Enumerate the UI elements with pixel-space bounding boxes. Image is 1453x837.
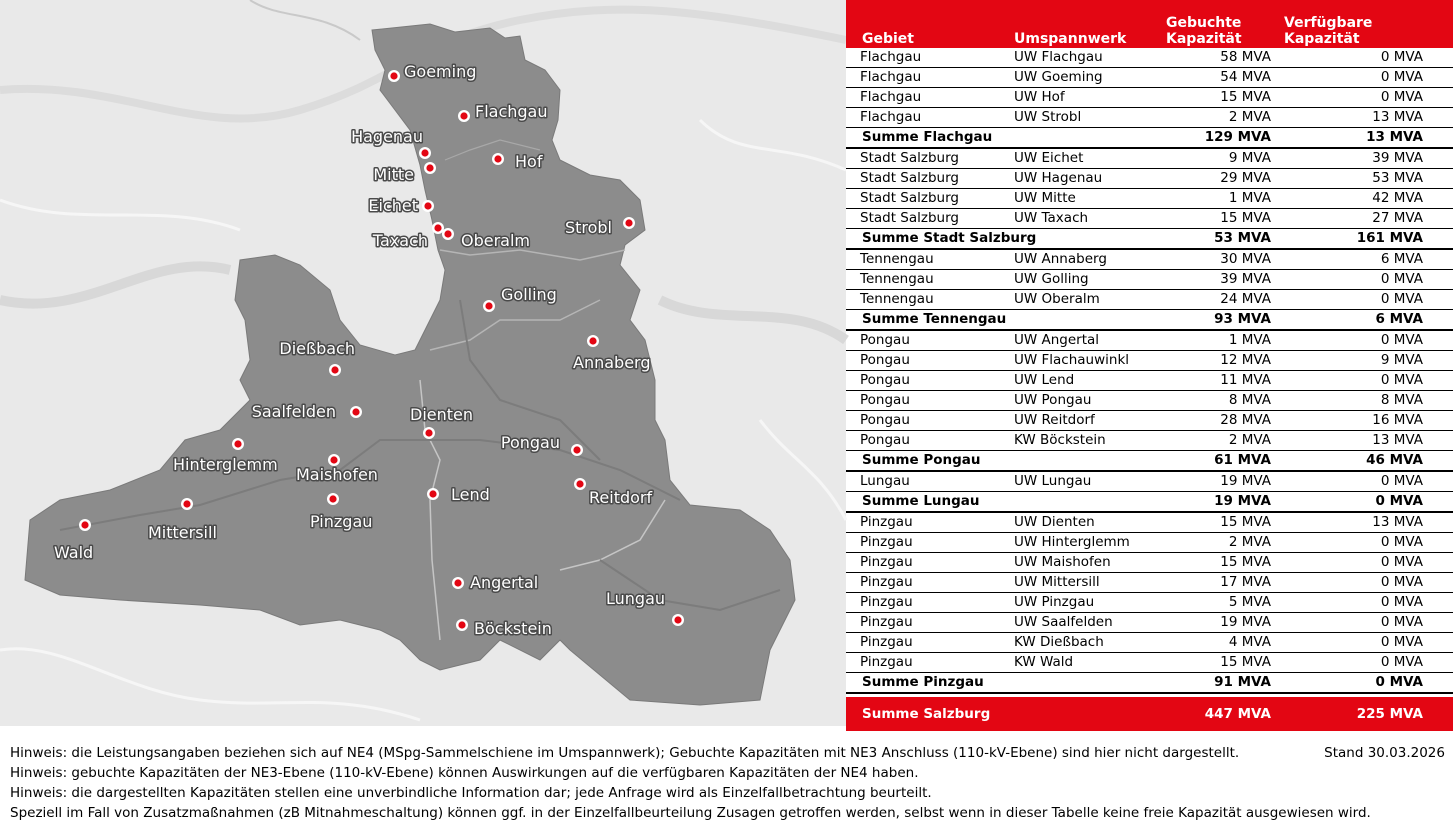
cell-umspannwerk: UW Pinzgau	[1000, 593, 1156, 613]
cell-verfuegbare-kapazitaet: 42 MVA	[1276, 189, 1453, 209]
table-row	[846, 613, 1453, 633]
table-row	[846, 88, 1453, 108]
cell-gebuchte-kapazitaet: 39 MVA	[1156, 270, 1276, 290]
marker-label: Hagenau	[351, 127, 423, 146]
cell-gebuchte-kapazitaet: 2 MVA	[1156, 431, 1276, 451]
capacity-table-panel	[846, 0, 1453, 726]
marker-label: Mittersill	[148, 523, 217, 542]
note-line: Hinweis: die Leistungsangaben beziehen sich auf NE4 (MSpg-Sammelschiene im Umspannwerk); Gebuchte Kapazitäten mit NE3 Anschluss (110-kV-Ebene) sind hier nicht dargestellt.	[10, 745, 1240, 761]
cell-gebiet: Pinzgau	[846, 653, 1000, 673]
table-row	[846, 391, 1453, 411]
marker-dot	[458, 621, 465, 628]
marker-label: Lungau	[606, 589, 666, 608]
cell-gebiet: Pongau	[846, 371, 1000, 391]
cell-umspannwerk: UW Hagenau	[1000, 169, 1156, 189]
marker-dot	[429, 490, 436, 497]
cell-gebiet: Flachgau	[846, 48, 1000, 68]
header-verfuegbare-line1: Verfügbare	[1284, 15, 1373, 31]
marker-label: Dienten	[410, 405, 474, 424]
cell-verfuegbare-kapazitaet: 0 MVA	[1276, 633, 1453, 653]
cell-gebiet: Summe Stadt Salzburg	[846, 229, 1000, 250]
cell-umspannwerk	[1000, 451, 1156, 472]
marker-dot	[425, 429, 432, 436]
cell-gebiet: Pinzgau	[846, 573, 1000, 593]
marker-dot	[460, 112, 467, 119]
cell-gebuchte-kapazitaet: 15 MVA	[1156, 653, 1276, 673]
cell-gebuchte-kapazitaet: 2 MVA	[1156, 108, 1276, 128]
cell-gebiet: Pongau	[846, 391, 1000, 411]
marker-label: Strobl	[564, 218, 612, 237]
cell-verfuegbare-kapazitaet: 0 MVA	[1276, 533, 1453, 553]
cell-umspannwerk: KW Wald	[1000, 653, 1156, 673]
cell-verfuegbare-kapazitaet: 0 MVA	[1276, 613, 1453, 633]
cell-gebiet: Summe Lungau	[846, 492, 1000, 513]
marker-label: Flachgau	[475, 102, 548, 121]
cell-gebiet: Stadt Salzburg	[846, 189, 1000, 209]
cell-gebuchte-kapazitaet: 24 MVA	[1156, 290, 1276, 310]
cell-gebiet: Pongau	[846, 431, 1000, 451]
marker-label: Eichet	[368, 196, 418, 215]
cell-verfuegbare-kapazitaet: 39 MVA	[1276, 148, 1453, 169]
cell-gebuchte-kapazitaet: 1 MVA	[1156, 189, 1276, 209]
header-verfuegbare-line2: Kapazität	[1284, 31, 1360, 47]
cell-gebuchte-kapazitaet: 15 MVA	[1156, 209, 1276, 229]
table-row	[846, 351, 1453, 371]
cell-verfuegbare-kapazitaet: 0 MVA	[1276, 573, 1453, 593]
cell-umspannwerk: UW Dienten	[1000, 512, 1156, 533]
cell-umspannwerk: UW Hinterglemm	[1000, 533, 1156, 553]
marker-label: Saalfelden	[251, 402, 336, 421]
cell-gebiet: Pongau	[846, 330, 1000, 351]
cell-gebuchte-kapazitaet: 15 MVA	[1156, 553, 1276, 573]
stand-date: Stand 30.03.2026	[1324, 745, 1445, 761]
marker-dot	[625, 219, 632, 226]
cell-umspannwerk: KW Dießbach	[1000, 633, 1156, 653]
cell-gebuchte-kapazitaet: 19 MVA	[1156, 471, 1276, 492]
cell-gebiet: Tennengau	[846, 290, 1000, 310]
marker-label: Goeming	[404, 62, 477, 81]
header-gebuchte-line2: Kapazität	[1166, 31, 1242, 47]
cell-verfuegbare-kapazitaet: 0 MVA	[1276, 593, 1453, 613]
table-row	[846, 633, 1453, 653]
cell-umspannwerk: UW Angertal	[1000, 330, 1156, 351]
marker-dot	[329, 495, 336, 502]
cell-verfuegbare-kapazitaet: 161 MVA	[1276, 229, 1453, 250]
cell-umspannwerk: UW Eichet	[1000, 148, 1156, 169]
cell-umspannwerk	[1000, 492, 1156, 513]
marker-label: Annaberg	[573, 353, 651, 372]
marker-dot	[426, 164, 433, 171]
cell-umspannwerk: UW Mitte	[1000, 189, 1156, 209]
table-sum-row	[846, 229, 1453, 250]
cell-umspannwerk: UW Hof	[1000, 88, 1156, 108]
marker-label: Wald	[54, 543, 94, 562]
cell-verfuegbare-kapazitaet: 0 MVA	[1276, 290, 1453, 310]
table-row	[846, 411, 1453, 431]
marker-dot	[589, 337, 596, 344]
table-row	[846, 533, 1453, 553]
cell-verfuegbare-kapazitaet: 8 MVA	[1276, 391, 1453, 411]
cell-verfuegbare-kapazitaet: 6 MVA	[1276, 249, 1453, 270]
table-sum-row	[846, 492, 1453, 513]
note-line: Speziell im Fall von Zusatzmaßnahmen (zB Mitnahmeschaltung) können ggf. in der Einzelfallbeurteilung Zusagen getroffen werden, selbst wenn in dieser Tabelle keine freie Kapazität ausgewiesen wird.	[10, 805, 1371, 821]
total-verfuegbare: 225 MVA	[1276, 697, 1453, 731]
cell-gebuchte-kapazitaet: 15 MVA	[1156, 512, 1276, 533]
table-sum-row	[846, 310, 1453, 331]
marker-dot	[674, 616, 681, 623]
cell-verfuegbare-kapazitaet: 13 MVA	[1276, 431, 1453, 451]
table-row	[846, 290, 1453, 310]
cell-gebuchte-kapazitaet: 91 MVA	[1156, 673, 1276, 694]
table-row	[846, 471, 1453, 492]
cell-gebuchte-kapazitaet: 93 MVA	[1156, 310, 1276, 331]
cell-verfuegbare-kapazitaet: 0 MVA	[1276, 673, 1453, 694]
cell-umspannwerk: UW Annaberg	[1000, 249, 1156, 270]
cell-gebiet: Summe Pinzgau	[846, 673, 1000, 694]
header-gebuchte-line1: Gebuchte	[1166, 15, 1242, 31]
cell-verfuegbare-kapazitaet: 0 MVA	[1276, 371, 1453, 391]
cell-gebiet: Flachgau	[846, 68, 1000, 88]
marker-label: Golling	[501, 285, 557, 304]
note-line: Hinweis: gebuchte Kapazitäten der NE3-Ebene (110-kV-Ebene) können Auswirkungen auf die verfügbaren Kapazitäten der NE4 haben.	[10, 765, 919, 781]
marker-dot	[390, 72, 397, 79]
cell-gebuchte-kapazitaet: 17 MVA	[1156, 573, 1276, 593]
cell-gebiet: Stadt Salzburg	[846, 209, 1000, 229]
marker-label: Pongau	[500, 433, 560, 452]
cell-gebuchte-kapazitaet: 53 MVA	[1156, 229, 1276, 250]
table-header-row	[846, 0, 1453, 48]
cell-verfuegbare-kapazitaet: 0 MVA	[1276, 492, 1453, 513]
cell-umspannwerk: UW Strobl	[1000, 108, 1156, 128]
marker-label: Taxach	[372, 231, 428, 250]
cell-gebuchte-kapazitaet: 129 MVA	[1156, 128, 1276, 149]
cell-umspannwerk: UW Lungau	[1000, 471, 1156, 492]
header-gebiet: Gebiet	[846, 0, 1000, 48]
table-row	[846, 593, 1453, 613]
cell-gebuchte-kapazitaet: 2 MVA	[1156, 533, 1276, 553]
marker-dot	[421, 149, 428, 156]
cell-gebuchte-kapazitaet: 30 MVA	[1156, 249, 1276, 270]
cell-verfuegbare-kapazitaet: 0 MVA	[1276, 48, 1453, 68]
cell-gebuchte-kapazitaet: 4 MVA	[1156, 633, 1276, 653]
cell-verfuegbare-kapazitaet: 0 MVA	[1276, 68, 1453, 88]
table-row	[846, 68, 1453, 88]
header-umspannwerk: Umspannwerk	[1000, 0, 1156, 48]
cell-gebiet: Pinzgau	[846, 613, 1000, 633]
cell-gebiet: Pinzgau	[846, 593, 1000, 613]
cell-umspannwerk	[1000, 310, 1156, 331]
cell-gebiet: Summe Pongau	[846, 451, 1000, 472]
cell-gebiet: Flachgau	[846, 88, 1000, 108]
cell-gebiet: Tennengau	[846, 249, 1000, 270]
cell-gebiet: Pinzgau	[846, 553, 1000, 573]
cell-gebiet: Stadt Salzburg	[846, 169, 1000, 189]
cell-verfuegbare-kapazitaet: 27 MVA	[1276, 209, 1453, 229]
table-body	[846, 48, 1453, 731]
cell-umspannwerk: UW Oberalm	[1000, 290, 1156, 310]
cell-umspannwerk: UW Reitdorf	[1000, 411, 1156, 431]
table-sum-row	[846, 673, 1453, 694]
marker-label: Böckstein	[474, 619, 552, 638]
cell-umspannwerk: UW Goeming	[1000, 68, 1156, 88]
cell-umspannwerk: UW Saalfelden	[1000, 613, 1156, 633]
table-row	[846, 148, 1453, 169]
cell-gebuchte-kapazitaet: 54 MVA	[1156, 68, 1276, 88]
cell-gebuchte-kapazitaet: 12 MVA	[1156, 351, 1276, 371]
marker-label: Angertal	[470, 573, 539, 592]
cell-verfuegbare-kapazitaet: 9 MVA	[1276, 351, 1453, 371]
cell-verfuegbare-kapazitaet: 13 MVA	[1276, 512, 1453, 533]
marker-label: Dießbach	[279, 339, 355, 358]
cell-gebuchte-kapazitaet: 29 MVA	[1156, 169, 1276, 189]
marker-dot	[183, 500, 190, 507]
cell-umspannwerk: UW Maishofen	[1000, 553, 1156, 573]
marker-dot	[330, 456, 337, 463]
cell-gebiet: Pinzgau	[846, 533, 1000, 553]
cell-umspannwerk: UW Mittersill	[1000, 573, 1156, 593]
cell-gebuchte-kapazitaet: 5 MVA	[1156, 593, 1276, 613]
marker-label: Reitdorf	[589, 488, 653, 507]
cell-umspannwerk: UW Flachauwinkl	[1000, 351, 1156, 371]
cell-verfuegbare-kapazitaet: 13 MVA	[1276, 128, 1453, 149]
cell-verfuegbare-kapazitaet: 0 MVA	[1276, 88, 1453, 108]
cell-gebiet: Summe Flachgau	[846, 128, 1000, 149]
cell-gebuchte-kapazitaet: 11 MVA	[1156, 371, 1276, 391]
marker-label: Maishofen	[296, 465, 378, 484]
marker-dot	[234, 440, 241, 447]
capacity-table	[846, 0, 1453, 731]
cell-verfuegbare-kapazitaet: 0 MVA	[1276, 270, 1453, 290]
cell-gebiet: Pinzgau	[846, 512, 1000, 533]
table-sum-row	[846, 128, 1453, 149]
cell-verfuegbare-kapazitaet: 0 MVA	[1276, 553, 1453, 573]
marker-dot	[352, 408, 359, 415]
total-gebuchte: 447 MVA	[1156, 697, 1276, 731]
cell-gebuchte-kapazitaet: 58 MVA	[1156, 48, 1276, 68]
cell-verfuegbare-kapazitaet: 0 MVA	[1276, 471, 1453, 492]
table-row	[846, 431, 1453, 451]
cell-gebiet: Flachgau	[846, 108, 1000, 128]
table-row	[846, 371, 1453, 391]
table-row	[846, 512, 1453, 533]
cell-umspannwerk: UW Taxach	[1000, 209, 1156, 229]
marker-dot	[331, 366, 338, 373]
cell-gebuchte-kapazitaet: 61 MVA	[1156, 451, 1276, 472]
cell-verfuegbare-kapazitaet: 13 MVA	[1276, 108, 1453, 128]
cell-gebiet: Pongau	[846, 411, 1000, 431]
cell-umspannwerk: UW Golling	[1000, 270, 1156, 290]
table-row	[846, 209, 1453, 229]
table-total-row	[846, 697, 1453, 731]
cell-umspannwerk	[1000, 128, 1156, 149]
marker-dot	[81, 521, 88, 528]
table-row	[846, 653, 1453, 673]
cell-umspannwerk: UW Pongau	[1000, 391, 1156, 411]
marker-label: Lend	[451, 485, 490, 504]
marker-dot	[485, 302, 492, 309]
table-row	[846, 108, 1453, 128]
cell-gebiet: Tennengau	[846, 270, 1000, 290]
header-verfuegbare-kapazitaet	[1276, 0, 1453, 48]
marker-dot	[576, 480, 583, 487]
table-row	[846, 330, 1453, 351]
header-gebuchte-kapazitaet	[1156, 0, 1276, 48]
marker-dot	[434, 224, 441, 231]
marker-label: Hinterglemm	[173, 455, 278, 474]
total-label: Summe Salzburg	[846, 697, 1000, 731]
marker-dot	[444, 230, 451, 237]
cell-umspannwerk	[1000, 673, 1156, 694]
marker-dot	[424, 202, 431, 209]
marker-label: Hof	[515, 152, 543, 171]
cell-verfuegbare-kapazitaet: 53 MVA	[1276, 169, 1453, 189]
cell-gebuchte-kapazitaet: 19 MVA	[1156, 613, 1276, 633]
marker-dot	[494, 155, 501, 162]
cell-gebiet: Lungau	[846, 471, 1000, 492]
cell-umspannwerk: UW Flachgau	[1000, 48, 1156, 68]
cell-gebuchte-kapazitaet: 15 MVA	[1156, 88, 1276, 108]
table-row	[846, 573, 1453, 593]
cell-gebuchte-kapazitaet: 1 MVA	[1156, 330, 1276, 351]
marker-label: Mitte	[373, 165, 414, 184]
marker-label: Pinzgau	[310, 512, 373, 531]
cell-umspannwerk: UW Lend	[1000, 371, 1156, 391]
table-row	[846, 169, 1453, 189]
table-row	[846, 270, 1453, 290]
cell-umspannwerk: KW Böckstein	[1000, 431, 1156, 451]
cell-gebuchte-kapazitaet: 19 MVA	[1156, 492, 1276, 513]
table-row	[846, 48, 1453, 68]
cell-gebiet: Pongau	[846, 351, 1000, 371]
cell-gebuchte-kapazitaet: 8 MVA	[1156, 391, 1276, 411]
notes-section	[10, 743, 1445, 823]
table-row	[846, 249, 1453, 270]
total-empty	[1000, 697, 1156, 731]
table-row	[846, 553, 1453, 573]
cell-gebuchte-kapazitaet: 28 MVA	[1156, 411, 1276, 431]
marker-label: Oberalm	[461, 231, 531, 250]
note-line: Hinweis: die dargestellten Kapazitäten stellen eine unverbindliche Information dar; jede Anfrage wird als Einzelfallbetrachtung beurteilt.	[10, 785, 932, 801]
cell-gebuchte-kapazitaet: 9 MVA	[1156, 148, 1276, 169]
cell-verfuegbare-kapazitaet: 6 MVA	[1276, 310, 1453, 331]
table-row	[846, 189, 1453, 209]
cell-verfuegbare-kapazitaet: 0 MVA	[1276, 330, 1453, 351]
cell-verfuegbare-kapazitaet: 16 MVA	[1276, 411, 1453, 431]
cell-gebiet: Pinzgau	[846, 633, 1000, 653]
marker-dot	[454, 579, 461, 586]
cell-gebiet: Stadt Salzburg	[846, 148, 1000, 169]
cell-gebiet: Summe Tennengau	[846, 310, 1000, 331]
cell-verfuegbare-kapazitaet: 0 MVA	[1276, 653, 1453, 673]
table-sum-row	[846, 451, 1453, 472]
marker-dot	[573, 446, 580, 453]
cell-verfuegbare-kapazitaet: 46 MVA	[1276, 451, 1453, 472]
